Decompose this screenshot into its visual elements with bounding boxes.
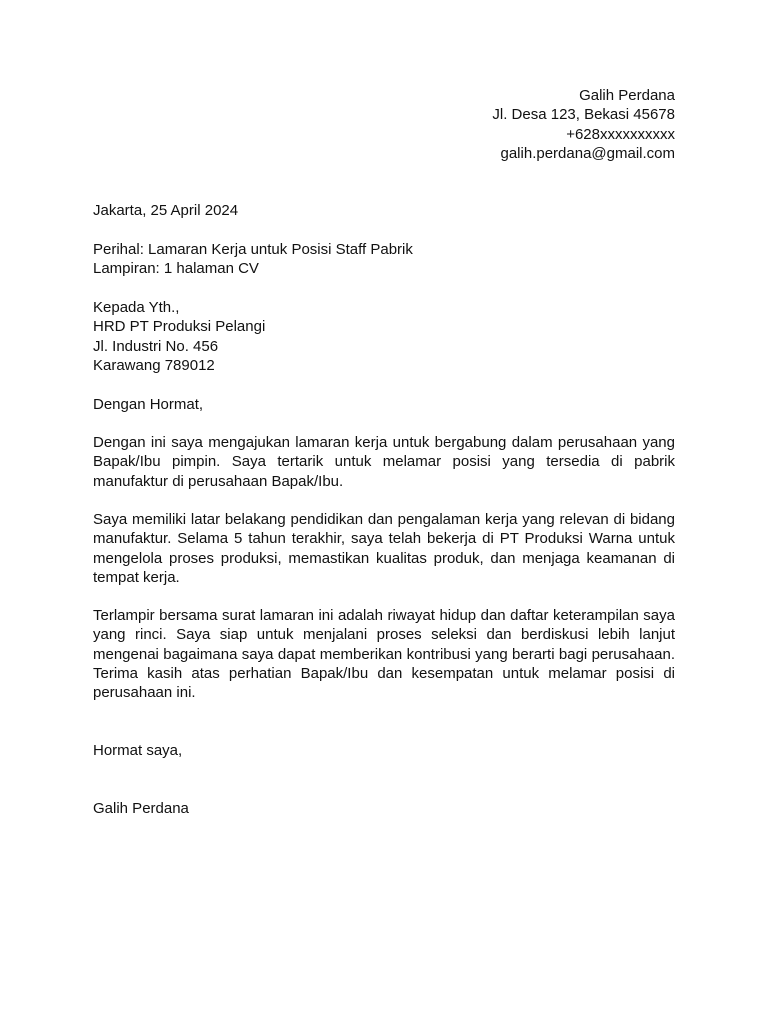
sender-name: Galih Perdana xyxy=(579,87,675,104)
date-block xyxy=(93,201,675,220)
recipient-city: Karawang 789012 xyxy=(93,356,215,374)
salutation: Dengan Hormat, xyxy=(93,396,204,413)
recipient-street: Jl. Industri No. 456 xyxy=(93,337,219,355)
closing: Hormat saya, xyxy=(93,742,183,759)
signature-name: Galih Perdana xyxy=(93,800,189,817)
subject-lampiran: Lampiran: 1 halaman CV xyxy=(93,260,259,278)
subject-perihal: Perihal: Lamaran Kerja untuk Posisi Staff Pabrik xyxy=(93,241,413,258)
body-paragraph-1: Dengan ini saya mengajukan lamaran kerja untuk bergabung dalam perusahaan yang Bapak/Ibu pimpin. Saya tertarik untuk melamar posisi yang tersedia di pabrik manufaktur di perusahaan Bapak/Ibu. xyxy=(93,434,675,490)
body-paragraph-2: Saya memiliki latar belakang pendidikan dan pengalaman kerja yang relevan di bidang manufaktur. Selama 5 tahun terakhir, saya telah bekerja di PT Produksi Warna untuk mengelola proses produksi, memastikan kualitas produk, dan menjaga keamanan di tempat kerja. xyxy=(93,511,675,586)
subject-block xyxy=(93,240,675,279)
sender-address: Jl. Desa 123, Bekasi 45678 xyxy=(492,106,675,124)
recipient-block xyxy=(93,298,675,375)
closing-block xyxy=(93,741,675,760)
date-line: Jakarta, 25 April 2024 xyxy=(93,202,239,219)
salutation-block xyxy=(93,395,675,414)
recipient-company: HRD PT Produksi Pelangi xyxy=(93,318,266,336)
sender-block xyxy=(492,86,675,163)
body-paragraph-3: Terlampir bersama surat lamaran ini adalah riwayat hidup dan daftar keterampilan saya yang rinci. Saya siap untuk menjalani proses seleksi dan berdiskusi lebih lanjut mengenai bagaimana saya dapat memberikan kontribusi yang berarti bagi perusahaan. Terima kasih atas perhatian Bapak/Ibu dan kesempatan untuk melamar posisi di perusahaan ini. xyxy=(93,607,675,702)
signature-block xyxy=(93,799,675,818)
sender-email: galih.perdana@gmail.com xyxy=(500,144,675,162)
sender-phone: +628xxxxxxxxxx xyxy=(566,125,675,143)
recipient-greeting: Kepada Yth., xyxy=(93,299,180,316)
